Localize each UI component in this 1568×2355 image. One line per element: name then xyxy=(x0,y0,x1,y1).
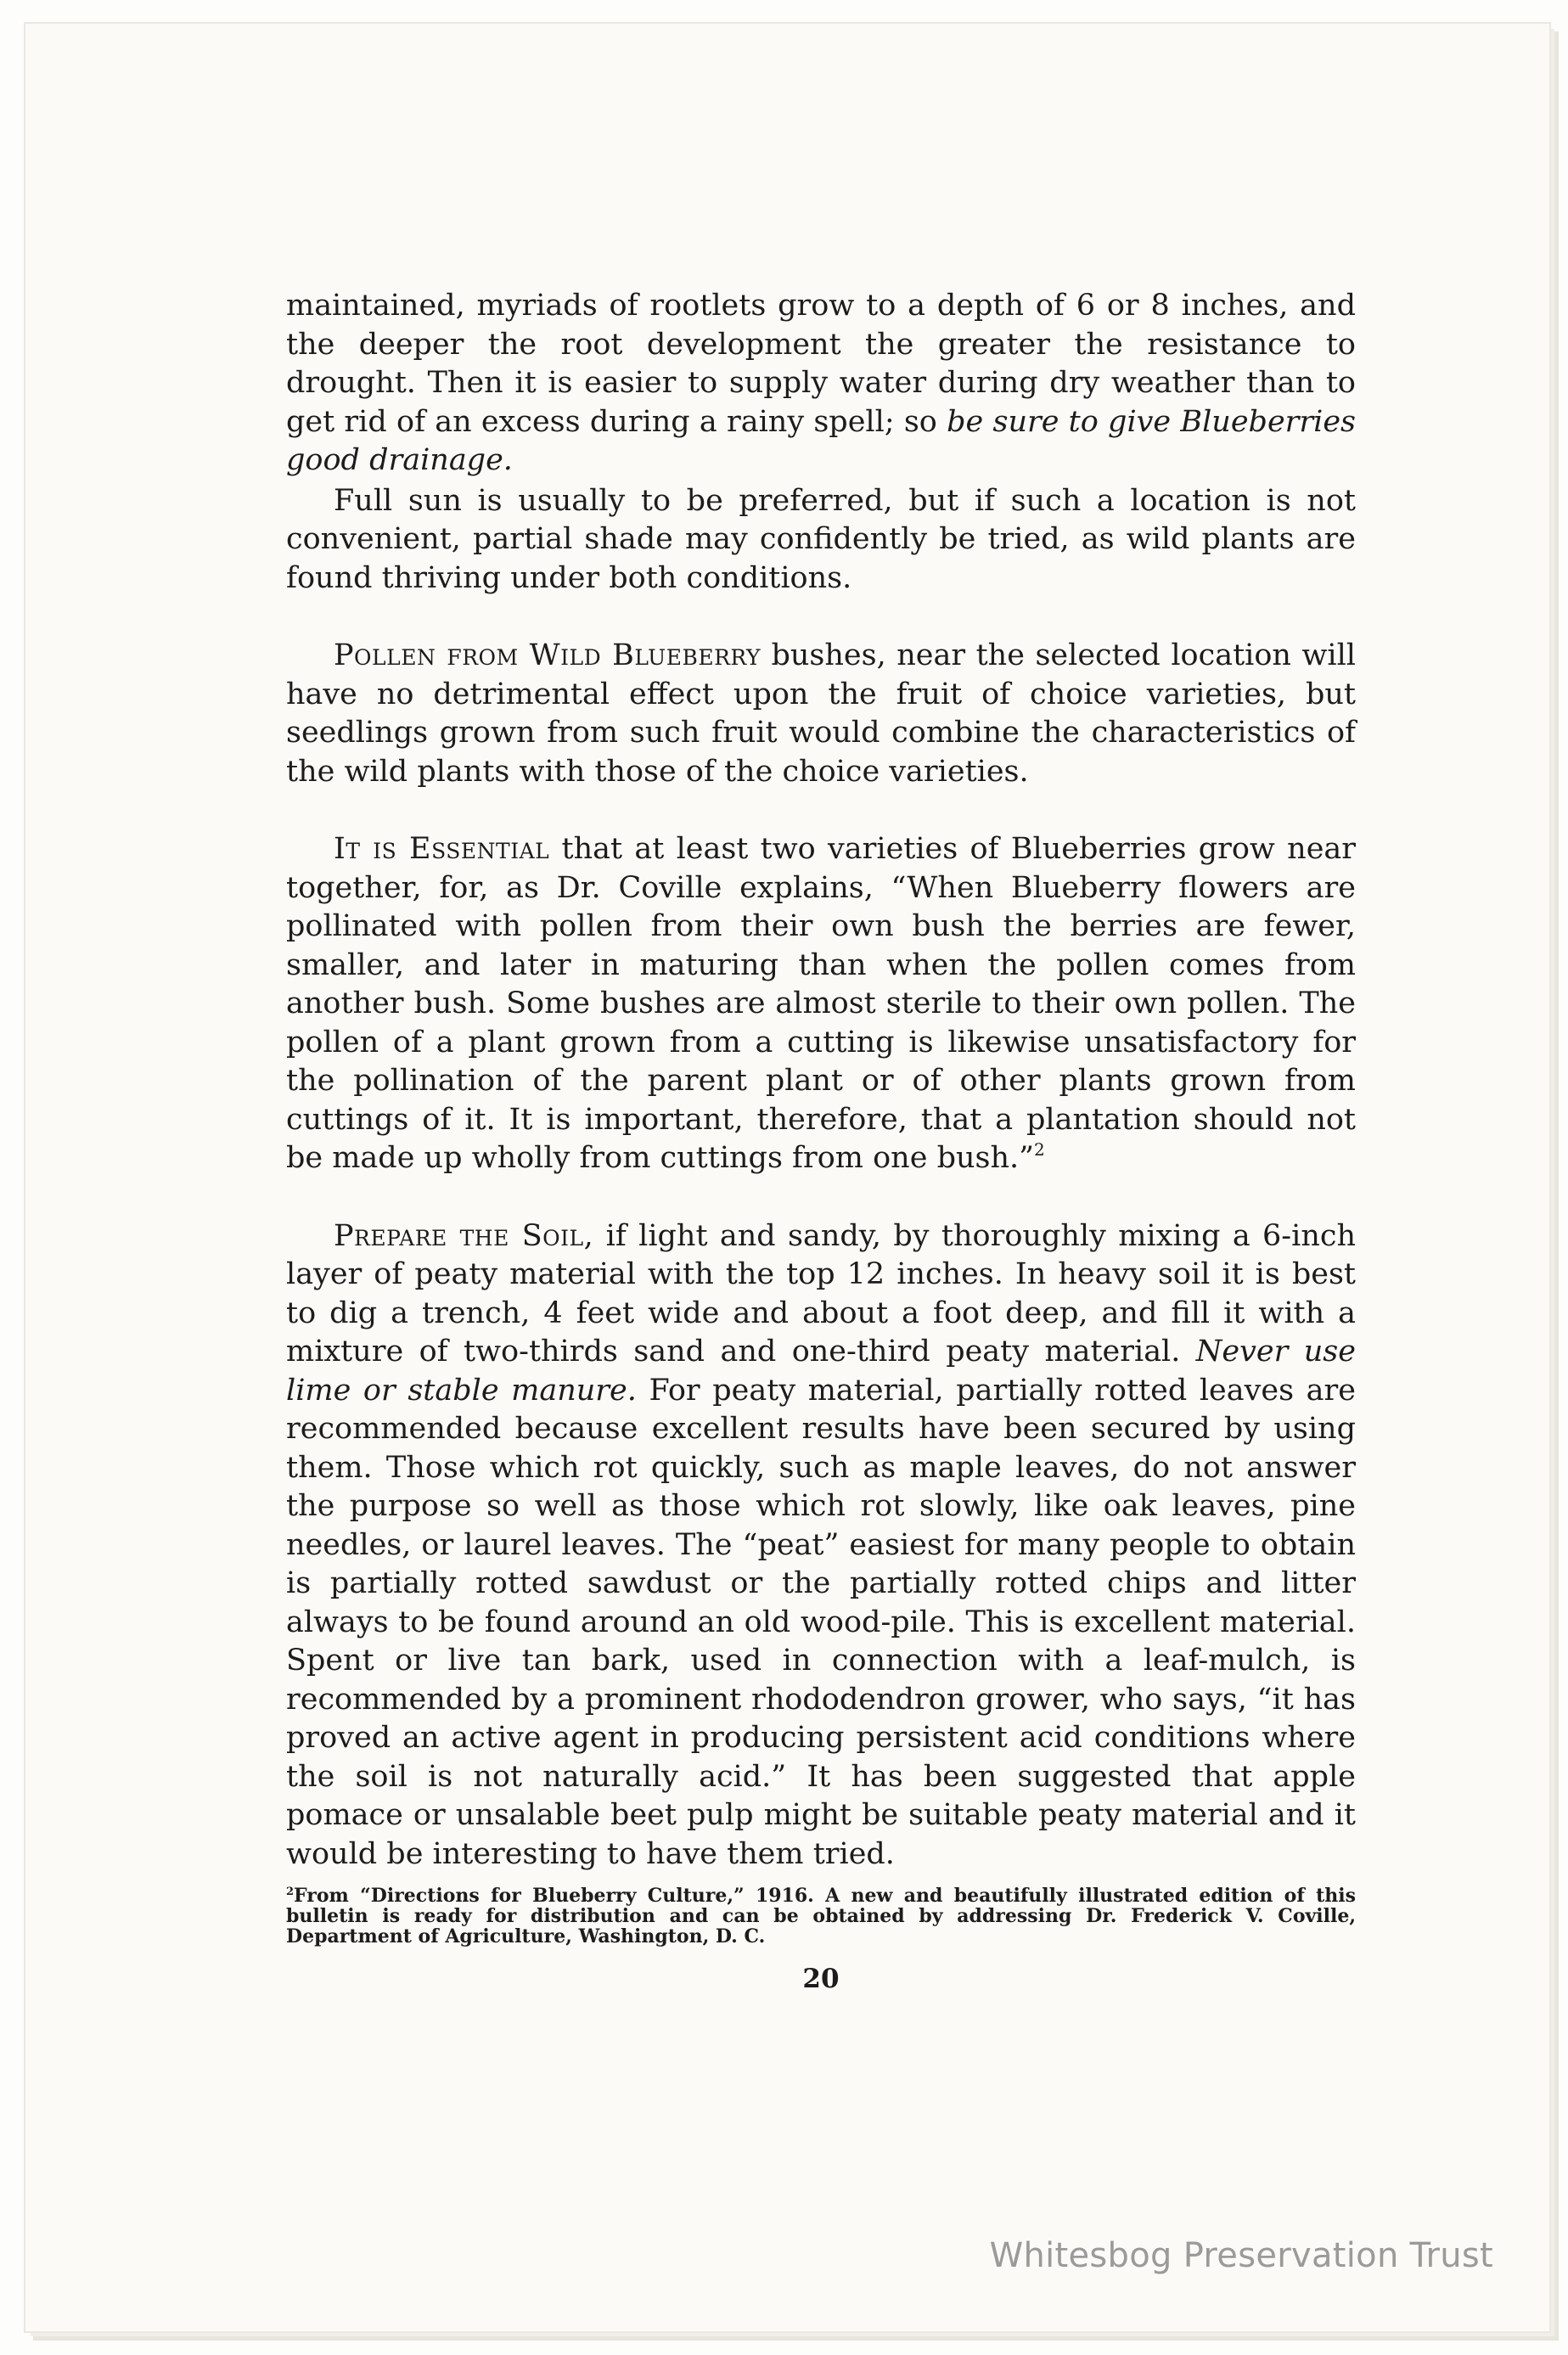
body-text xyxy=(286,287,1356,1999)
paragraph-prepare-soil xyxy=(286,1217,1356,1874)
paragraph-text: maintained, myriads of rootlets grow to a depth of 6 or 8 inches, and the deeper the root development the greater the resistance to drought. Then it is easier to supply water during dry weather than to get rid of an excess during a rainy spell; so xyxy=(286,289,1356,439)
footnote-marker: 2 xyxy=(286,1886,295,1898)
footnote-reference: 2 xyxy=(1034,1139,1045,1160)
emphasis-drainage: be sure to give Blueberries good drainage. xyxy=(286,404,1356,477)
paragraph-essential xyxy=(286,830,1356,1178)
paragraph-text: that at least two varieties of Blueberries grow near together, for, as Dr. Coville explains, “When Blueberry flowers are pollinated with pollen from their own bush the berries are fewer, smaller, and later in maturing than when the pollen comes from another bush. Some bushes are almost sterile to their own pollen. The pollen of a plant grown from a cutting is likewise unsatisfactory for the pollination of the parent plant or of other plants grown from cuttings of it. It is important, therefore, that a plantation should not be made up wholly from cuttings from one bush.” xyxy=(286,832,1356,1175)
paragraph-text: if light and sandy, by thoroughly mixing a 6-inch layer of peaty material with the top 12 inches. In heavy soil it is best to dig a trench, 4 feet wide and about a foot deep, and fill it with a mixture of two-thirds sand and one-third peaty material. xyxy=(286,1218,1357,1369)
paragraph-text-continued: For peaty material, partially rotted leaves are recommended because excellent results have been secured by using them. Those which rot quickly, such as maple leaves, do not answer the purpose so well as those which rot slowly, like oak leaves, pine needles, or laurel leaves. The “peat” easiest for many people to obtain is partially rotted sawdust or the partially rotted chips and litter always to be found around an old wood-pile. This is excellent material. Spent or live tan bark, used in connection with a leaf-mulch, is recommended by a prominent rhododendron grower, who says, “it has proved an active agent in producing persistent acid conditions where the soil is not naturally acid.” It has been suggested that apple pomace or unsalable beet pulp might be suitable peaty material and it would be interesting to have them tried. xyxy=(286,1373,1356,1871)
footnote xyxy=(286,1886,1356,1947)
document-sheet xyxy=(25,24,1549,2331)
section-heading-prepare-soil: Prepare the Soil, xyxy=(334,1218,594,1253)
paragraph-text: Full sun is usually to be preferred, but if such a location is not convenient, partial shade may confidently be tried, as wild plants are found thriving under both conditions. xyxy=(286,483,1356,595)
section-heading-essential: It is Essential xyxy=(334,832,550,866)
section-heading-pollen: Pollen from Wild Blueberry xyxy=(334,638,761,672)
page-number: 20 xyxy=(802,1964,840,1994)
paragraph-pollen xyxy=(286,637,1356,791)
paragraph-text: bushes, near the selected location will have no detrimental effect upon the fruit of choice varieties, but seedlings grown from such fruit would combine the characteristics of the wild plants with those of the choice varieties. xyxy=(286,638,1356,789)
paragraph-full-sun xyxy=(286,482,1356,599)
watermark: Whitesbog Preservation Trust xyxy=(989,2236,1493,2275)
paragraph-drainage xyxy=(286,287,1356,481)
footnote-text: From “Directions for Blueberry Culture,” 1916. A new and beautifully illustrated edition of this bulletin is ready for distribution and can be obtained by addressing Dr. Frederick V. Coville, Department of Agriculture, Washington, D. C. xyxy=(286,1885,1356,1948)
emphasis-lime: Never use lime or stable manure. xyxy=(286,1335,1356,1408)
